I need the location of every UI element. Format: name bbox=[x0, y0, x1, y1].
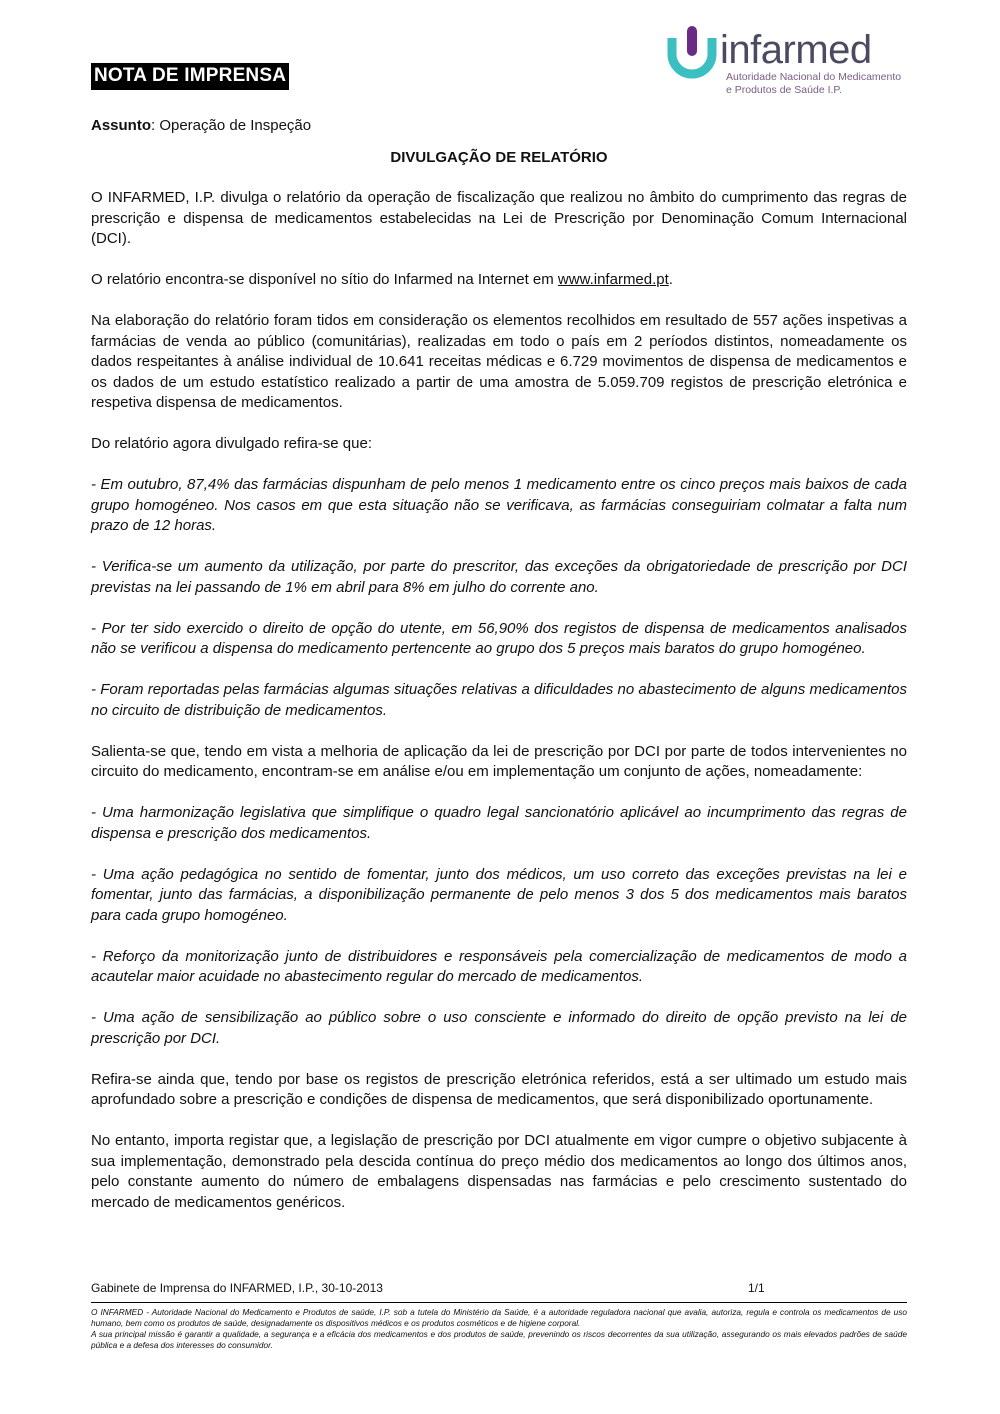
footer-info bbox=[91, 1281, 907, 1296]
document-body bbox=[91, 188, 907, 1234]
footer-divider bbox=[91, 1302, 907, 1303]
paragraph-actions-intro: Salienta-se que, tendo em vista a melhoria de aplicação da lei de prescrição por DCI por parte de todos intervenientes no circuito do medicamento, encontram-se em análise e/ou em implementação um conjunto de ações, nomeadamente: bbox=[91, 742, 907, 780]
availability-text: O relatório encontra-se disponível no sítio do Infarmed na Internet em bbox=[91, 271, 558, 288]
logo-tagline-line1: Autoridade Nacional do Medicamento bbox=[726, 71, 902, 83]
paragraph-study: Refira-se ainda que, tendo por base os registos de prescrição eletrónica referidos, está a ser ultimado um estudo mais aprofundado sobre a prescrição e condições de dispensa de medicamentos, que será disponibilizado oportunamente. bbox=[91, 1070, 907, 1108]
paragraph-conclusion: No entanto, importa registar que, a legislação de prescrição por DCI atualmente em vigor cumpre o objetivo subjacente à sua implementação, demonstrado pela descida contínua do preço médio dos medicamentos ao longo dos últimos anos, pelo constante aumento do número de embalagens dispensadas nas farmácias e pelo crescimento sustentado do mercado de medicamentos genéricos. bbox=[91, 1132, 907, 1211]
subject-value: : Operação de Inspeção bbox=[151, 117, 312, 134]
logo-tagline-line2: e Produtos de Saúde I.P. bbox=[726, 84, 842, 96]
finding-item: - Por ter sido exercido o direito de opção do utente, em 56,90% dos registos de dispensa de medicamentos analisados não se verificou a dispensa do medicamento pertencente ao grupo dos 5 preços mais baratos do grupo homogéneo. bbox=[91, 619, 907, 657]
finding-item: - Verifica-se um aumento da utilização, por parte do prescritor, das exceções da obrigatoriedade de prescrição por DCI previstas na lei passando de 1% em abril para 8% em julho do corrente ano. bbox=[91, 558, 907, 596]
action-item: - Uma harmonização legislativa que simplifique o quadro legal sancionatório aplicável ao incumprimento das regras de dispensa e prescrição dos medicamentos. bbox=[91, 804, 907, 842]
press-release-badge: NOTA DE IMPRENSA bbox=[91, 63, 289, 90]
paragraph-methodology: Na elaboração do relatório foram tidos em consideração os elementos recolhidos em resultado de 557 ações inspetivas a farmácias de venda ao público (comunitárias), realizadas em todo o país em 2 períodos distintos, nomeadamente os dados respeitantes à análise individual de 10.641 receitas médicas e 6.729 movimentos de dispensa de medicamentos e os dados de um estudo estatístico realizado a partir de uma amostra de 5.059.709 registos de prescrição eletrónica e respetiva dispensa de medicamentos. bbox=[91, 312, 907, 411]
infarmed-website-link[interactable]: www.infarmed.pt bbox=[557, 271, 669, 288]
footer-press-office: Gabinete de Imprensa do INFARMED, I.P., 30-10-2013 bbox=[91, 1281, 383, 1295]
action-item: - Uma ação pedagógica no sentido de fomentar, junto dos médicos, um uso correto das exceções previstas na lei e fomentar, junto das farmácias, a disponibilização permanente de pelo menos 3 dos 5 dos medicamentos mais baratos para cada grupo homogéneo. bbox=[91, 865, 907, 924]
finding-item: - Em outubro, 87,4% das farmácias dispunham de pelo menos 1 medicamento entre os cinco preços mais baixos de cada grupo homogéneo. Nos casos em que esta situação não se verificava, as farmácias conseguiriam colmatar a falta num prazo de 12 horas. bbox=[91, 476, 907, 534]
footer-legal-notice bbox=[91, 1307, 907, 1351]
page-number: 1/1 bbox=[748, 1281, 765, 1295]
availability-end: . bbox=[668, 271, 673, 288]
logo-wordmark: infarmed bbox=[720, 28, 872, 72]
paragraph-findings-intro: Do relatório agora divulgado refira-se que: bbox=[91, 435, 372, 452]
infarmed-logo-mark-icon bbox=[664, 24, 720, 80]
legal-text-2: A sua principal missão é garantir a qualidade, a segurança e a eficácia dos medicamentos e dos produtos de saúde, prevenindo os riscos decorrentes da sua utilização, assegurando os mais elevados padrões de saúde pública e a defesa dos interesses do consumidor. bbox=[91, 1329, 907, 1350]
paragraph-intro: O INFARMED, I.P. divulga o relatório da operação de fiscalização que realizou no âmbito do cumprimento das regras de prescrição e dispensa de medicamentos estabelecidas na Lei de Prescrição por Denominação Comum Internacional (DCI). bbox=[91, 189, 907, 247]
subject-label: Assunto bbox=[91, 117, 151, 134]
paragraph-availability bbox=[91, 270, 907, 291]
legal-text-1: O INFARMED - Autoridade Nacional do Medicamento e Produtos de saúde, I.P. sob a tutela do Ministério da Saúde, é a autoridade reguladora nacional que avalia, autoriza, regula e controla os medicamentos de uso humano, bem como os produtos de saúde, designadamente os dispositivos médicos e os produtos cosméticos e de higiene corporal. bbox=[91, 1307, 907, 1328]
action-item: - Reforço da monitorização junto de distribuidores e responsáveis pela comercialização de medicamentos de modo a acautelar maior acuidade no abastecimento regular do mercado de medicamentos. bbox=[91, 947, 907, 985]
document-title: DIVULGAÇÃO DE RELATÓRIO bbox=[390, 149, 608, 166]
subject-line bbox=[91, 116, 311, 136]
infarmed-logo bbox=[664, 24, 904, 104]
action-item: - Uma ação de sensibilização ao público sobre o uso consciente e informado do direito de opção previsto na lei de prescrição por DCI. bbox=[91, 1009, 907, 1047]
finding-item: - Foram reportadas pelas farmácias algumas situações relativas a dificuldades no abastecimento de alguns medicamentos no circuito de distribuição de medicamentos. bbox=[91, 681, 907, 719]
